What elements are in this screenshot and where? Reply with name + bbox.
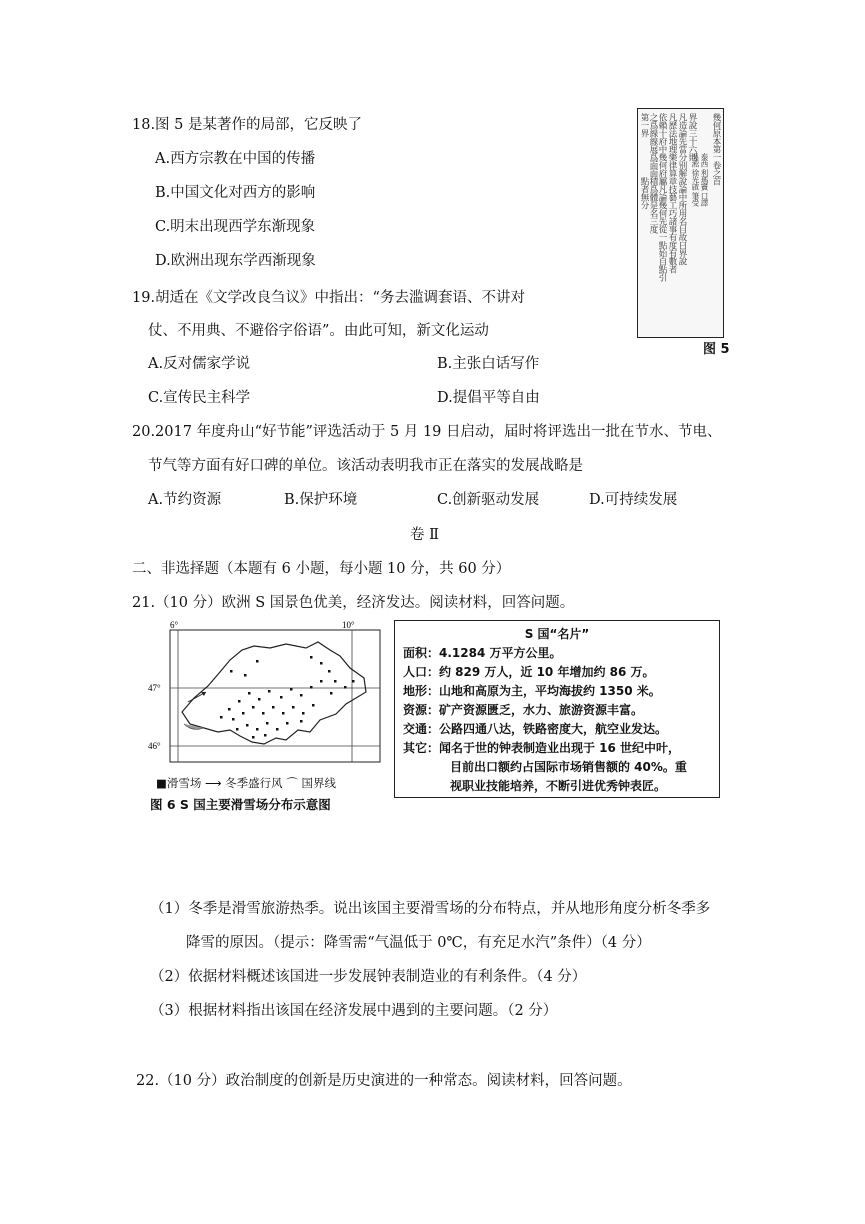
card-row-population: 人口：约 829 万人，近 10 年增加约 86 万。 [403,665,655,679]
map-legend: ■滑雪场 ⟶ 冬季盛行风 ⌒ 国界线 [156,776,336,790]
q18-stem: 18.图 5 是某著作的局部，它反映了 [132,117,363,133]
card-row-other: 其它：闻名于世的钟表制造业出现于 16 世纪中叶， [403,741,681,755]
q19-option-d: D.提倡平等自由 [437,390,540,406]
fig5-authors: 泰西 利瑪竇 口譯 吳淞 徐光啟 筆受 [691,153,709,206]
q21-sub1-line2: 降雪的原因。（提示：降雪需“气温低于 0℃，有充足水汽”条件）（4 分） [186,935,651,951]
card-row-other-cont1: 目前出口额约占国际市场销售额的 40%。重 [450,760,687,774]
q21-sub1-line1: （1）冬季是滑雪旅游热季。说出该国主要滑雪场的分布特点，并从地形角度分析冬季多 [150,901,711,917]
q19-option-a: A.反对儒家学说 [148,356,251,372]
country-border [182,642,366,744]
q19-option-c: C.宣传民主科学 [148,390,251,406]
q18-option-c: C.明末出现西学东渐现象 [155,219,316,235]
q21-stem: 21.（10 分）欧洲 S 国景色优美，经济发达。阅读材料，回答问题。 [132,595,575,611]
fig5-col-3: 凡造論先當分别解說論中所用名目故曰界說 [677,113,687,265]
q22-stem: 22.（10 分）政治制度的创新是历史演进的一种常态。阅读材料，回答问题。 [136,1073,632,1089]
q18-option-d: D.欧洲出现东学西渐现象 [155,253,316,269]
fig5-col-8: 點者無分 [639,177,649,209]
q20-option-a: A.节约资源 [148,492,222,508]
card-row-area: 面积：4.1284 万平方公里。 [403,646,562,660]
card-row-transport: 交通：公路四通八达，铁路密度大，航空业发达。 [403,722,668,736]
q20-stem-line2: 节气等方面有好口碑的单位。该活动表明我市正在落实的发展战略是 [148,458,583,474]
q18-option-b: B.中国文化对西方的影响 [155,185,316,201]
card-row-other-cont2: 视职业技能培养，不断引进优秀钟表匠。 [450,779,667,793]
fig5-col-1: 幾何原本第一卷之首 [711,113,721,185]
q19-stem-line1: 19.胡适在《文学改良刍议》中指出：“务去滥调套语、不讲对 [132,290,525,306]
q21-sub2: （2）依据材料概述该国进一步发展钟表制造业的有利条件。（4 分） [150,969,587,985]
part-title: 二、非选择题（本题有 6 小题，每小题 10 分，共 60 分） [132,561,511,577]
map-lon-label-6: 6° [170,620,179,630]
fig5-col-6: 之爲線線展爲面面積爲體是名三度 [648,113,658,233]
figure-5-caption: 图 5 [703,342,730,357]
map-lon-label-10: 10° [342,620,355,630]
fig5-col-2: 界說三十六則 [687,113,697,161]
fig5-col-7: 第一界 [639,113,649,137]
q19-option-b: B.主张白话写作 [437,356,540,372]
q19-stem-line2: 仗、不用典、不避俗字俗语”。由此可知，新文化运动 [148,323,489,339]
fig5-col-5: 依賴十府中幾何府屬凡論幾何先從一點始自點引 [657,113,667,281]
figure-6-map [148,620,382,768]
q21-sub3: （3）根据材料指出该国在经济发展中遇到的主要问题。（2 分） [150,1003,558,1019]
q20-option-b: B.保护环境 [284,492,358,508]
q20-option-d: D.可持续发展 [589,492,678,508]
map-lat-label-47: 47° [148,683,161,693]
card-row-terrain: 地形：山地和高原为主，平均海拔约 1350 米。 [403,684,661,698]
card-row-resources: 资源：矿产资源匮乏，水力、旅游资源丰富。 [403,703,644,717]
volume-title: 卷 Ⅱ [410,527,439,543]
q18-option-a: A.西方宗教在中国的传播 [155,151,316,167]
ski-resorts [220,656,355,739]
map-lat-label-46: 46° [148,741,161,751]
figure-6-caption: 图 6 S 国主要滑雪场分布示意图 [150,797,331,812]
country-card [394,620,720,798]
card-title: S 国“名片” [524,627,590,641]
figure-5-book-page [637,108,724,338]
q20-stem-line1: 20.2017 年度舟山“好节能”评选活动于 5 月 19 日启动，届时将评选出一批在节水、节电、 [132,424,722,440]
fig5-col-4: 凡歷法地理樂律算章技藝工巧諸事有度有數者 [667,113,677,273]
q20-option-c: C.创新驱动发展 [437,492,540,508]
